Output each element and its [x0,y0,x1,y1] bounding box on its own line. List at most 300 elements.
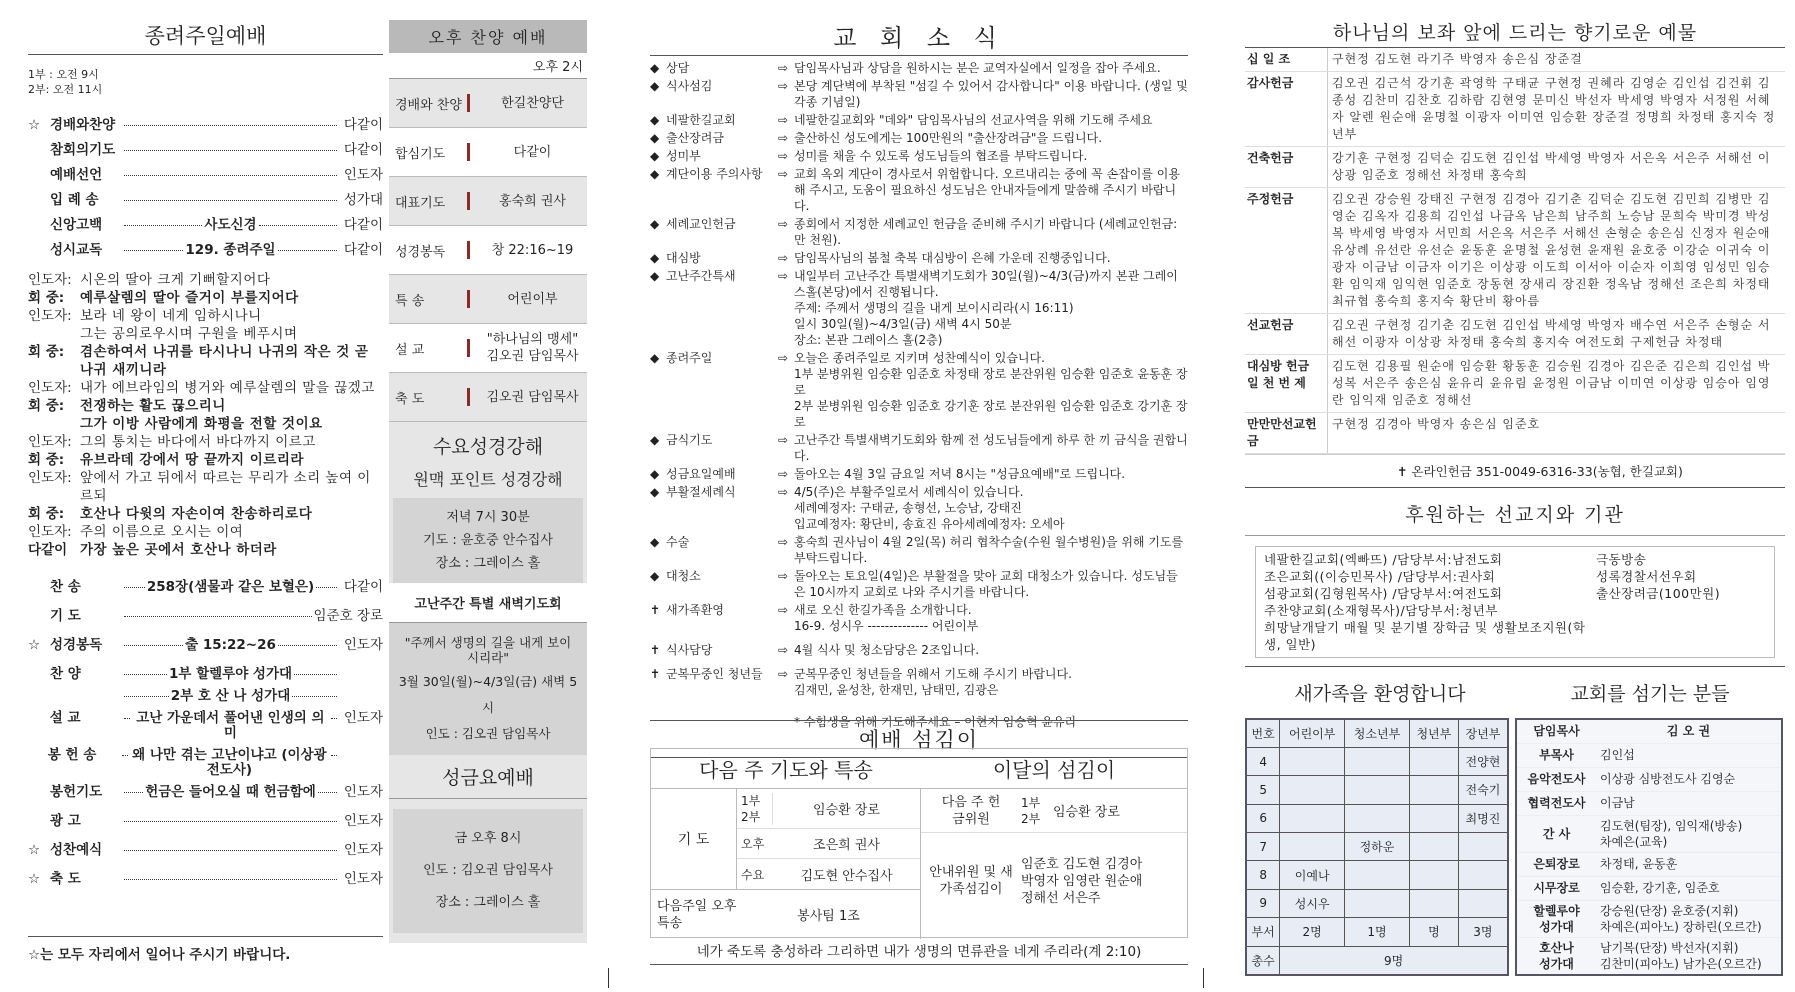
newfamily-cell: 9명 [1280,946,1508,975]
news-item [650,78,1188,110]
offering-names: 구현정 김도현 라기주 박영자 송은심 장준걸 [1327,48,1785,71]
bullet-icon: ◆ [650,485,660,499]
dawn-prayer-block [389,583,587,755]
serve-title: 예배 섬김이 [650,720,1188,758]
bullet-icon: ◆ [650,79,660,93]
sunday-service-title: 종려주일예배 [28,20,383,55]
bullet-icon: ◆ [650,131,660,145]
newfamily-cell [1458,833,1508,861]
news-label-text: 대청소 [666,569,701,583]
order-item [28,188,383,213]
order-detail: 129. 종려주일 [185,242,276,258]
reading-speaker: 인도자: [28,308,72,324]
offering-row [1245,355,1785,413]
reading-line [28,469,383,505]
afternoon-label: 경배와 찬양 [395,97,462,113]
bullet-icon: ◆ [650,351,660,365]
reading-speaker: 다같이 [28,542,68,558]
order-item [28,807,383,836]
newfamily-header: 번호 [1246,719,1280,747]
news-label [650,602,778,634]
month-title: 이달의 섬김이 [992,758,1116,782]
bullet-icon: ◆ [650,167,660,181]
newfamily-cell: 정하운 [1345,833,1410,861]
afternoon-value: "하나님의 맹세" 김오권 담임목사 [486,332,579,364]
wednesday-details: 저녁 7시 30분 기도 : 윤호중 안수집사 장소 : 그레이스 홀 [393,498,583,583]
arrow-icon: ⇨ [778,61,789,75]
afternoon-value: 한길찬양단 [501,95,564,111]
order-detail: 사도신경 [204,217,257,233]
leader-dots [294,674,337,675]
leader-dots [278,645,337,646]
newfamily-cell: 4 [1246,747,1280,775]
fold-mark-right [1203,968,1204,988]
stand-mark: ☆ [28,871,41,887]
dawn-title: 고난주간 특별 새벽기도회 [389,583,587,623]
arrow-icon: ⇨ [778,467,789,481]
reading-speaker: 회 중: [28,398,65,414]
news-label [650,130,778,146]
reading-speaker: 인도자: [28,380,72,396]
arrow-icon: ⇨ [778,535,789,549]
leader-dots [331,755,337,756]
news-text: 본당 계단벽에 부착된 "섬길 수 있어서 감사합니다" 이용 바랍니다. (생일 및 각종 기념일) [794,79,1188,109]
servant-row [1516,852,1782,876]
offering-label: 대심방 헌금 일 천 번 제 [1247,359,1310,390]
newfamily-row [1246,833,1508,861]
news-text: 4/5(주)은 부활주일로서 세례식이 있습니다. 세례예정자: 구태균, 송형선, 노승남, 강태진 입교예정자: 황단비, 송효진 유아세례예정자: 오세아 [794,485,1065,531]
news-label-text: 출산장려금 [666,131,724,145]
news-label-text: 성미부 [666,149,701,163]
leader-dots [124,821,337,822]
reading-speaker: 회 중: [28,452,65,468]
offering-label: 건축헌금 [1247,151,1294,165]
newfamily-total-row [1246,946,1508,975]
offering-label: 십 일 조 [1247,52,1291,66]
news-label-text: 세례교인헌금 [666,217,736,231]
divider-bar [467,388,470,406]
arrow-icon: ⇨ [778,643,789,657]
next-special-value: 봉사팀 1조 [797,909,860,924]
leader-dots [292,696,337,697]
reading-speaker: 인도자: [28,272,72,288]
news-label-text: 군복무중인 청년들 [666,667,763,681]
wednesday-block [389,422,587,583]
afternoon-item [389,324,587,373]
order-person: 다같이 [343,579,384,595]
arrow-icon: ⇨ [778,603,789,617]
newfamily-cell: 8 [1246,861,1280,889]
news-label-text: 고난주간특새 [666,269,736,283]
newfamily-cell: 5 [1246,776,1280,804]
leader-dots [124,225,202,226]
leader-dots [259,225,337,226]
order-label: 참회의기도 [50,142,116,158]
reading-text: 앞에서 가고 뒤에서 따르는 무리가 소리 높여 이르되 [80,470,371,504]
arrow-icon: ⇨ [778,251,789,265]
newfamily-cell [1345,747,1410,775]
newfamily-cell: 이예나 [1280,861,1345,889]
bullet-icon: ✝ [650,643,661,657]
news-label [650,78,778,110]
reading-speaker: 회 중: [28,344,65,360]
prayer-label: 기 도 [651,789,737,889]
news-item [650,568,1188,600]
news-item [650,130,1188,146]
order-detail: 왜 나만 겪는 고난이냐고 (이상광 전도사) [132,747,327,778]
news-label-text: 종려주일 [666,351,713,365]
order-detail: 258장(샘물과 같은 보혈은) [146,579,315,595]
reading-text: 유브라데 강에서 땅 끝까지 이르리라 [80,452,304,468]
afternoon-label: 합심기도 [395,146,446,162]
news-label [650,432,778,464]
arrow-icon: ⇨ [778,269,789,283]
news-text: 내일부터 고난주간 특별새벽기도회가 30일(월)~4/3(금)까지 본관 그레이스홀(본당)에서 진행됩니다. 주제: 주께서 생명의 길을 내게 보이시리라(시 16:11) 일시 30일(월)~4/3일(금) 새벽 4시 50분 장소: 본관 그레이스 홀(2층) [794,269,1178,347]
next-week-title: 다음 주 기도와 특송 [699,758,873,782]
news-label [650,534,778,566]
newfamily-cell [1409,804,1458,832]
afternoon-label: 특 송 [395,293,425,309]
reading-line [28,451,383,469]
news-item [650,466,1188,482]
newfamily-cell: 총수 [1246,946,1280,975]
news-item [650,166,1188,214]
leader-dots [124,696,169,697]
arrow-icon: ⇨ [778,667,789,681]
offering-names: 김오권 강승원 강태진 구현정 김경아 김기춘 김덕순 김도현 김민희 김병만 김영순 김옥자 김용희 김인섭 나금옥 남은희 남주희 노승남 문희숙 박미경 박성복 박세영 박영자 서민희 서은옥 서은주 서해선 손형순 송은심 신정자 원순애 유상례 유선란 유선순 윤동훈 윤명철 윤성현 윤재원 윤호중 이강순 이귀숙 이광자 이금남 이금자 이기은 이상광 이도희 이서아 이순자 이희영 임성민 임승환 임익재 임익현 임준호 장동현 장새리 장진환 정옥남 정해선 조은희 차정태 최규협 홍숙희 홍지숙 황단비 황아름 [1327,188,1785,313]
reading-speaker [28,325,80,343]
reading-text: 전쟁하는 활도 끊으리니 [80,398,226,414]
servant-names: 차정태, 윤동훈 [1596,852,1782,876]
divider-bar [467,290,470,308]
servant-names: 김 오 권 [1596,719,1782,743]
newfamily-cell: 명 [1409,918,1458,946]
newfamily-cell [1280,833,1345,861]
reading-line [28,289,383,307]
dawn-details: "주께서 생명의 길을 내게 보이시리라" 3월 30일(월)~4/3일(금) 새벽 5시 인도 : 김오권 담임목사 [389,623,587,755]
order-label: 성찬예식 [50,842,103,858]
news-text: 오늘은 종려주일로 지키며 성찬예식이 있습니다. 1부 분병위원 임승환 임준호 차정태 장로 분잔위원 임승환 임준호 윤동훈 장로 2부 분병위원 임승환 임준호 강기훈 장로 분잔위원 임승환 임준호 강기훈 장로 [794,351,1188,429]
column-sunday-service [28,20,383,970]
newfamily-cell: 9 [1246,889,1280,917]
column-offerings [1245,18,1785,971]
order-label: 입 례 송 [50,192,99,208]
leader-dots [124,150,337,151]
newfamily-cell [1345,889,1410,917]
mission-title: 후원하는 선교지와 기관 [1245,488,1785,536]
news-text: 성미를 채울 수 있도록 성도님들의 협조를 부탁드립니다. [794,149,1088,163]
newfamily-header: 어린이부 [1280,719,1345,747]
order-person: 다같이 [343,242,383,258]
order-person: 인도자 [343,813,383,829]
news-list [650,60,1188,730]
newfamily-cell: 1명 [1345,918,1410,946]
afternoon-title: 오후 찬양 예배 [389,20,587,53]
news-label [650,250,778,266]
news-text: 네팔한길교회와 "데와" 담임목사님의 선교사역을 위해 기도해 주세요 [794,113,1153,127]
newfamily-row [1246,804,1508,832]
news-text: 4월 식사 및 청소담당은 2조입니다. [794,643,980,657]
column-church-news [650,18,1188,968]
newfamily-header: 장년부 [1458,719,1508,747]
offering-names: 강기훈 구현정 김덕순 김도현 김인섭 박세영 박영자 서은옥 서은주 서해선 이상광 임준호 정해선 차정태 홍숙희 [1327,147,1785,187]
order-label: 광 고 [50,813,81,829]
bullet-icon: ◆ [650,269,660,283]
stand-mark: ☆ [28,117,41,133]
fold-mark-left [608,968,609,988]
reading-text: 내가 에브라임의 병거와 예루살렘의 말을 끊겠고 [80,380,375,396]
news-label-text: 수술 [666,535,690,549]
newfamily-cell [1409,889,1458,917]
arrow-icon: ⇨ [778,149,789,163]
newfamily-cell [1345,776,1410,804]
afternoon-item [389,226,587,275]
order-item [28,865,383,894]
service-times: 1부 : 오전 9시 2부: 오전 11시 [28,68,103,96]
servants-table [1515,718,1783,976]
order-label: 봉 헌 송 [47,747,97,763]
news-text: 홍숙희 권사님이 4월 2일(목) 허리 협착수술(수원 월수병원)을 위해 기도를 부탁드립니다. [794,535,1184,565]
newfamily-row [1246,747,1508,775]
stand-mark: ☆ [28,637,41,653]
newfamily-cell [1458,889,1508,917]
afternoon-label: 축 도 [395,391,425,407]
reading-speaker: 인도자: [28,470,72,486]
order-person: 다같이 [343,217,384,233]
news-item [650,432,1188,464]
offering-list [1245,48,1785,455]
leader-dots [124,616,312,617]
bullet-icon: ◆ [650,569,660,583]
reading-line [28,523,383,541]
divider-bar [467,94,470,112]
bullet-icon: ◆ [650,61,660,75]
servant-role: 은퇴장로 [1516,852,1596,876]
servants-title: 교회를 섬기는 분들 [1570,683,1730,705]
leader-dots [124,587,145,588]
newfamily-row [1246,776,1508,804]
reading-text: 겸손하여서 나귀를 타시나니 나귀의 작은 것 곧 나귀 새끼니라 [80,344,369,378]
newfamily-cell: 최명진 [1458,804,1508,832]
news-item [650,534,1188,566]
arrow-icon: ⇨ [778,351,789,365]
newfamily-cell [1409,776,1458,804]
divider-bar [467,339,470,357]
offering-row [1245,147,1785,188]
news-label-text: 식사담당 [666,643,713,657]
wednesday-subtitle: 원맥 포인트 성경강해 [413,470,563,489]
afternoon-label: 대표기도 [395,195,446,211]
afternoon-item [389,177,587,226]
news-label [650,350,778,430]
offering-row [1245,413,1785,454]
servant-role: 부목사 [1516,743,1596,767]
next-special-label: 다음주일 오후특송 [657,898,737,931]
newfamily-cell: 부서 [1246,918,1280,946]
reading-line [28,505,383,523]
news-label [650,148,778,164]
news-item [650,216,1188,248]
newfamily-cell: 성시우 [1280,889,1345,917]
offering-label: 선교헌금 [1247,318,1294,332]
newfamily-cell [1409,747,1458,775]
offering-names: 구현정 김경아 박영자 송은심 임준호 [1327,413,1785,453]
responsive-reading [28,271,383,559]
mission-item: 주찬양교회(소재형목사)/담당부서:청년부 [1264,603,1498,618]
reading-text: 그의 통치는 바다에서 바다까지 이르고 [80,434,316,450]
order-item [28,741,383,778]
bullet-icon: ◆ [650,149,660,163]
reading-text: 그가 이방 사람에게 화평을 전할 것이요 [80,416,323,432]
order-item [28,778,383,807]
servant-names: 남기복(단장) 박선자(지휘) 김찬미(피아노) 남가은(오르간) [1596,937,1782,975]
news-label [650,166,778,214]
order-person: 인도자 [343,784,383,800]
news-text: 새로 오신 한길가족을 소개합니다. 16-9. 성시우 -------------- 어린이부 [794,603,979,633]
afternoon-item [389,275,587,324]
reading-speaker: 회 중: [28,290,65,306]
arrow-icon: ⇨ [778,433,789,447]
order-label: 성시교독 [50,242,103,258]
servant-names: 임승환, 강기훈, 임준호 [1596,876,1782,900]
offering-row [1245,188,1785,314]
column-afternoon [389,20,587,960]
offering-row [1245,72,1785,147]
servant-names: 이상광 심방전도사 김영순 [1596,767,1782,791]
divider-bar [467,241,470,259]
servant-row [1516,719,1782,743]
servant-row [1516,815,1782,852]
afternoon-value: 홍숙희 권사 [499,193,566,209]
newfamily-cell: 7 [1246,833,1280,861]
afternoon-item [389,79,587,128]
good-friday-details: 금 오후 8시 인도 : 김오권 담임목사 장소 : 그레이스 홀 [393,809,583,933]
order-item [28,631,383,660]
new-family-table [1245,718,1509,976]
newfamily-cell: 2명 [1280,918,1345,946]
order-item [28,704,383,741]
church-news-title: 교 회 소 식 [650,18,1188,56]
offering-row [1245,48,1785,72]
leader-dots [124,125,337,126]
arrow-icon: ⇨ [778,79,789,93]
reading-line [28,271,383,289]
servant-role: 호산나 성가대 [1516,937,1596,975]
news-label-text: 식사섬김 [666,79,713,93]
mission-item: 희망날개달기 매월 및 분기별 장학금 및 생활보조지원(학생, 일반) [1264,620,1586,652]
order-person: 인도자 [343,871,383,887]
news-item [650,484,1188,532]
mission-item: 출산장려금(100만원) [1596,586,1721,601]
reading-text: 보라 네 왕이 네게 임하시나니 [80,308,262,324]
reading-line [28,397,383,415]
bullet-icon: ◆ [650,113,660,127]
news-label [650,268,778,348]
reading-text: 예루살렘의 딸아 즐거이 부를지어다 [80,290,299,306]
news-text: 돌아오는 토요일(4일)은 부활절을 맞아 교회 대청소가 있습니다. 성도님들은 10시까지 교회로 나와 주시기를 바랍니다. [794,569,1178,599]
afternoon-time: 오후 2시 [389,53,587,79]
servant-row [1516,876,1782,900]
reading-speaker [28,415,80,433]
reading-line [28,307,383,325]
order-person: 다같이 [343,117,383,133]
servant-row [1516,937,1782,975]
order-item [28,163,383,188]
newfamily-cell [1458,861,1508,889]
arrow-icon: ⇨ [778,217,789,231]
newfamily-row [1246,889,1508,917]
mission-item: 섬광교회(김형원목사) /담당부서:여전도회 [1264,586,1503,601]
newfamily-title: 새가족을 환영합니다 [1294,683,1466,705]
news-text: 담임목사님과 상담을 원하시는 분은 교역자실에서 일정을 잡아 주세요. [794,61,1161,75]
news-item [650,642,1188,658]
order-label: 봉헌기도 [50,784,103,800]
mission-item: 극동방송 [1596,552,1647,567]
order-person: 임준호 장로 [313,608,383,624]
stand-mark: ☆ [28,842,41,858]
order-label: 신앙고백 [50,217,103,233]
leader-dots [124,175,337,176]
leader-dots [124,674,167,675]
bible-verse: 네가 죽도록 충성하라 그리하면 내가 생명의 면류관을 네게 주리라(계 2:10) [650,940,1188,965]
newfamily-header-row [1246,719,1508,747]
arrow-icon: ⇨ [778,167,789,181]
order-label: 기 도 [50,608,81,624]
offering-names: 김오권 김근석 강기훈 곽영학 구태균 구현정 권혜라 김영순 김인섭 김건휘 김종성 김찬미 김찬호 김하람 김현영 문미신 박선자 박세영 박영자 서정원 서혜자 알렌 원순애 윤명철 이광자 이미연 임승환 장준걸 정명희 차정태 홍지숙 정년부 [1327,72,1785,146]
mission-list [1255,546,1775,658]
bullet-icon: ◆ [650,467,660,481]
mission-item: 조은교회((이승민목사) /담당부서:권사회 [1264,569,1496,584]
wednesday-title: 수요성경강해 [432,436,544,458]
servant-role: 할렐루야 성가대 [1516,900,1596,937]
bullet-icon: ◆ [650,433,660,447]
reading-text: 주의 이름으로 오시는 이여 [80,524,244,540]
order-label: 성경봉독 [50,637,103,653]
news-item [650,112,1188,128]
newfamily-header: 청소년부 [1345,719,1410,747]
newfamily-cell [1409,861,1458,889]
order-person: 인도자 [343,842,383,858]
order-label: 설 교 [49,710,81,726]
news-label-text: 부활절세례식 [666,485,736,499]
newfamily-cell: 전숙기 [1458,776,1508,804]
news-item [650,268,1188,348]
order-item [28,238,383,263]
order-item [28,138,383,163]
arrow-icon: ⇨ [778,131,789,145]
order-person: 인도자 [343,167,383,183]
servant-role: 음악전도사 [1516,767,1596,791]
offering-names: 김오권 구현정 김기춘 김도현 김인섭 박세영 박영자 배수연 서은주 손형순 서해선 이광자 이상광 차정태 홍숙희 홍지숙 여전도회 구제헌금 차정태 [1327,314,1785,354]
afternoon-item [389,128,587,177]
leader-dots [124,879,337,880]
offering-row [1245,314,1785,355]
news-label [650,112,778,128]
reading-line [28,325,383,343]
leader-dots [124,718,130,719]
order-label: 축 도 [50,871,81,887]
order-item [28,602,383,631]
newfamily-cell: 6 [1246,804,1280,832]
worship-order-list [28,113,383,263]
reading-text: 호산나 다윗의 자손이여 찬송하리로다 [80,506,313,522]
mission-item: 성록경찰서선우회 [1596,569,1697,584]
news-text: 군복무중인 청년들을 위해서 기도해 주시기 바랍니다. 김재민, 윤성찬, 한재민, 남태민, 김광은 * 수험생을 위해 기도해주세요 – 이현지 임승혁 윤유리 [794,667,1077,729]
news-label [650,484,778,532]
news-text: 돌아오는 4월 3일 금요일 저녁 8시는 "성금요예배"로 드립니다. [794,467,1126,481]
order-label: 예배선언 [50,167,103,183]
reading-text: 그는 공의로우시며 구원을 베푸시며 [80,326,298,342]
